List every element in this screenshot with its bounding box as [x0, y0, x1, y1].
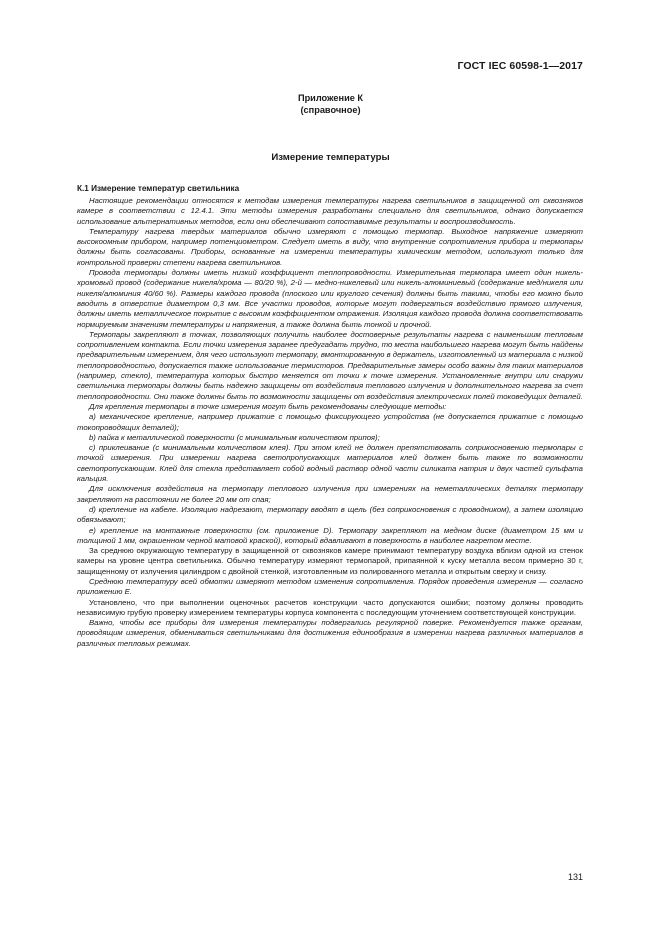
paragraph: d) крепление на кабеле. Изоляцию надрезают, термопару вводят в щель (без соприкосновения с проводником), а затем изоляцию обвязывают;: [77, 504, 583, 525]
paragraph: За среднюю окружающую температуру в защищенной от сквозняков камере принимают температуру воздуха вблизи одной из стенок камеры на уровне центра светильника. Обычно температуру измеряют термопарой, припаянной к куску металла весом примерно 30 г, защищенному от излучения цилиндром с двойной стенкой, изготовленным из полированного металла и открытым сверху и снизу.: [77, 546, 583, 576]
annex-header: [0, 93, 661, 116]
paragraph: Провода термопары должны иметь низкий коэффициент теплопроводности. Измерительная термопара имеет один никель-хромовый провод (содержание никеля/хрома — 80/20 %), 2-й — медно-никелевый или никель-алюминиевый (содержание мед/никеля или никеля/алюминия 40/60 %). Размеры каждого провода (плоского или круглого сечения) должны быть такими, чтобы его можно было вводить в отверстие диаметром 0,3 мм. Все участки проводов, которые могут подвергаться воздействию прямого излучения, должны иметь металлическое покрытие с высоким коэффициентом отражения. Изоляция каждого провода должна соответствовать нормируемым значениям температуры и напряжения, а также должна быть тонкой и прочной.: [77, 268, 583, 329]
paragraph: а) механическое крепление, например прижатие с помощью фиксирующего устройства (не допускается прижатие с помощью токопроводящих деталей);: [77, 412, 583, 432]
paragraph: Среднюю температуру всей обмотки измеряют методом изменения сопротивления. Порядок проведения измерения — согласно приложению Е.: [77, 576, 583, 597]
paragraph: Для исключения воздействия на термопару теплового излучения при измерениях на неметаллических деталях термопару закрепляют на расстоянии не более 20 мм от спая;: [77, 484, 583, 504]
paragraph: е) крепление на монтажные поверхности (см. приложение D). Термопару закрепляют на медном диске (диаметром 15 мм и толщиной 1 мм, окрашенном черной матовой краской), который вдавливают в поверхность в наиболее нагретом месте.: [77, 525, 583, 545]
annex-status: (справочное): [300, 104, 361, 115]
paragraph: Температуру нагрева твердых материалов обычно измеряют с помощью термопар. Выходное напряжение измеряют высокоомным прибором, например потенциометром. Следует иметь в виду, что внутренние сопротивления прибора и термопары должны быть согласованы. Приборы, основанные на измерении температуры химическим методом, используют только для контрольной проверки степени нагрева светильников.: [77, 226, 583, 267]
annex-label: Приложение К: [297, 93, 364, 103]
page-number: 131: [567, 872, 583, 882]
paragraph-list: [77, 196, 583, 649]
paragraph: Установлено, что при выполнении оценочных расчетов конструкции часто допускаются ошибки; поэтому должны проводить независимую грубую проверку измерением температуры корпуса компонента с последующим уточнением соответствующей конструкции.: [77, 597, 583, 617]
annex-title: Измерение температуры: [271, 152, 390, 163]
document-body: [77, 183, 583, 649]
standard-code: ГОСТ IEC 60598-1—2017: [457, 60, 583, 72]
paragraph: Настоящие рекомендации относятся к методам измерения температуры нагрева светильников в защищенной от сквозняков камере в соответствии с 12.4.1. Эти методы измерения разработаны специально для светильников, однако допускается использование альтернативных методов, если они обеспечивают сопоставимые результаты и воспроизводимость.: [77, 196, 583, 226]
paragraph: Термопары закрепляют в точках, позволяющих получить наиболее достоверные результаты нагрева с наименьшим тепловым сопротивлением контакта. Если точки измерения заранее предугадать трудно, то места наибольшего нагрева могут быть найдены предварительным измерением, для чего используют термопару, вмонтированную в держатель, изготовленный из материала с низкой теплопроводностью, допускается также использование термисторов. Предварительные замеры особо важны для таких материалов (например, стекло), температура которых быстро меняется от точки к точке измерения. Установленные внутри или снаружи светильника термопары должны быть надежно защищены от воздействия теплового излучения и дополнительного нагрева за счет теплопроводности. Они также должны быть по возможности защищены от воздействия электрических полей токоведущих деталей.: [77, 329, 583, 401]
paragraph: Для крепления термопары в точке измерения могут быть рекомендованы следующие методы:: [89, 401, 447, 411]
paragraph: Важно, чтобы все приборы для измерения температуры подвергались регулярной поверке. Рекомендуется также органам, проводящим измерения, обмениваться светильниками для достижения единообразия в измерении нагрева различных материалов в различных тепловых режимах.: [77, 618, 583, 648]
section-heading: К.1 Измерение температур светильника: [77, 184, 240, 193]
paragraph: с) приклеивание (с минимальным количеством клея). При этом клей не должен препятствовать соприкосновению термопары с точкой измерения. При измерении нагрева светопропускающих материалов клей должен быть также по возможности светопропускающим. Клей для стекла представляет собой водный раствор одной части силиката натрия и двух частей сульфата кальция.: [77, 443, 583, 484]
paragraph: b) пайка к металлической поверхности (с минимальным количеством припоя);: [89, 432, 380, 442]
